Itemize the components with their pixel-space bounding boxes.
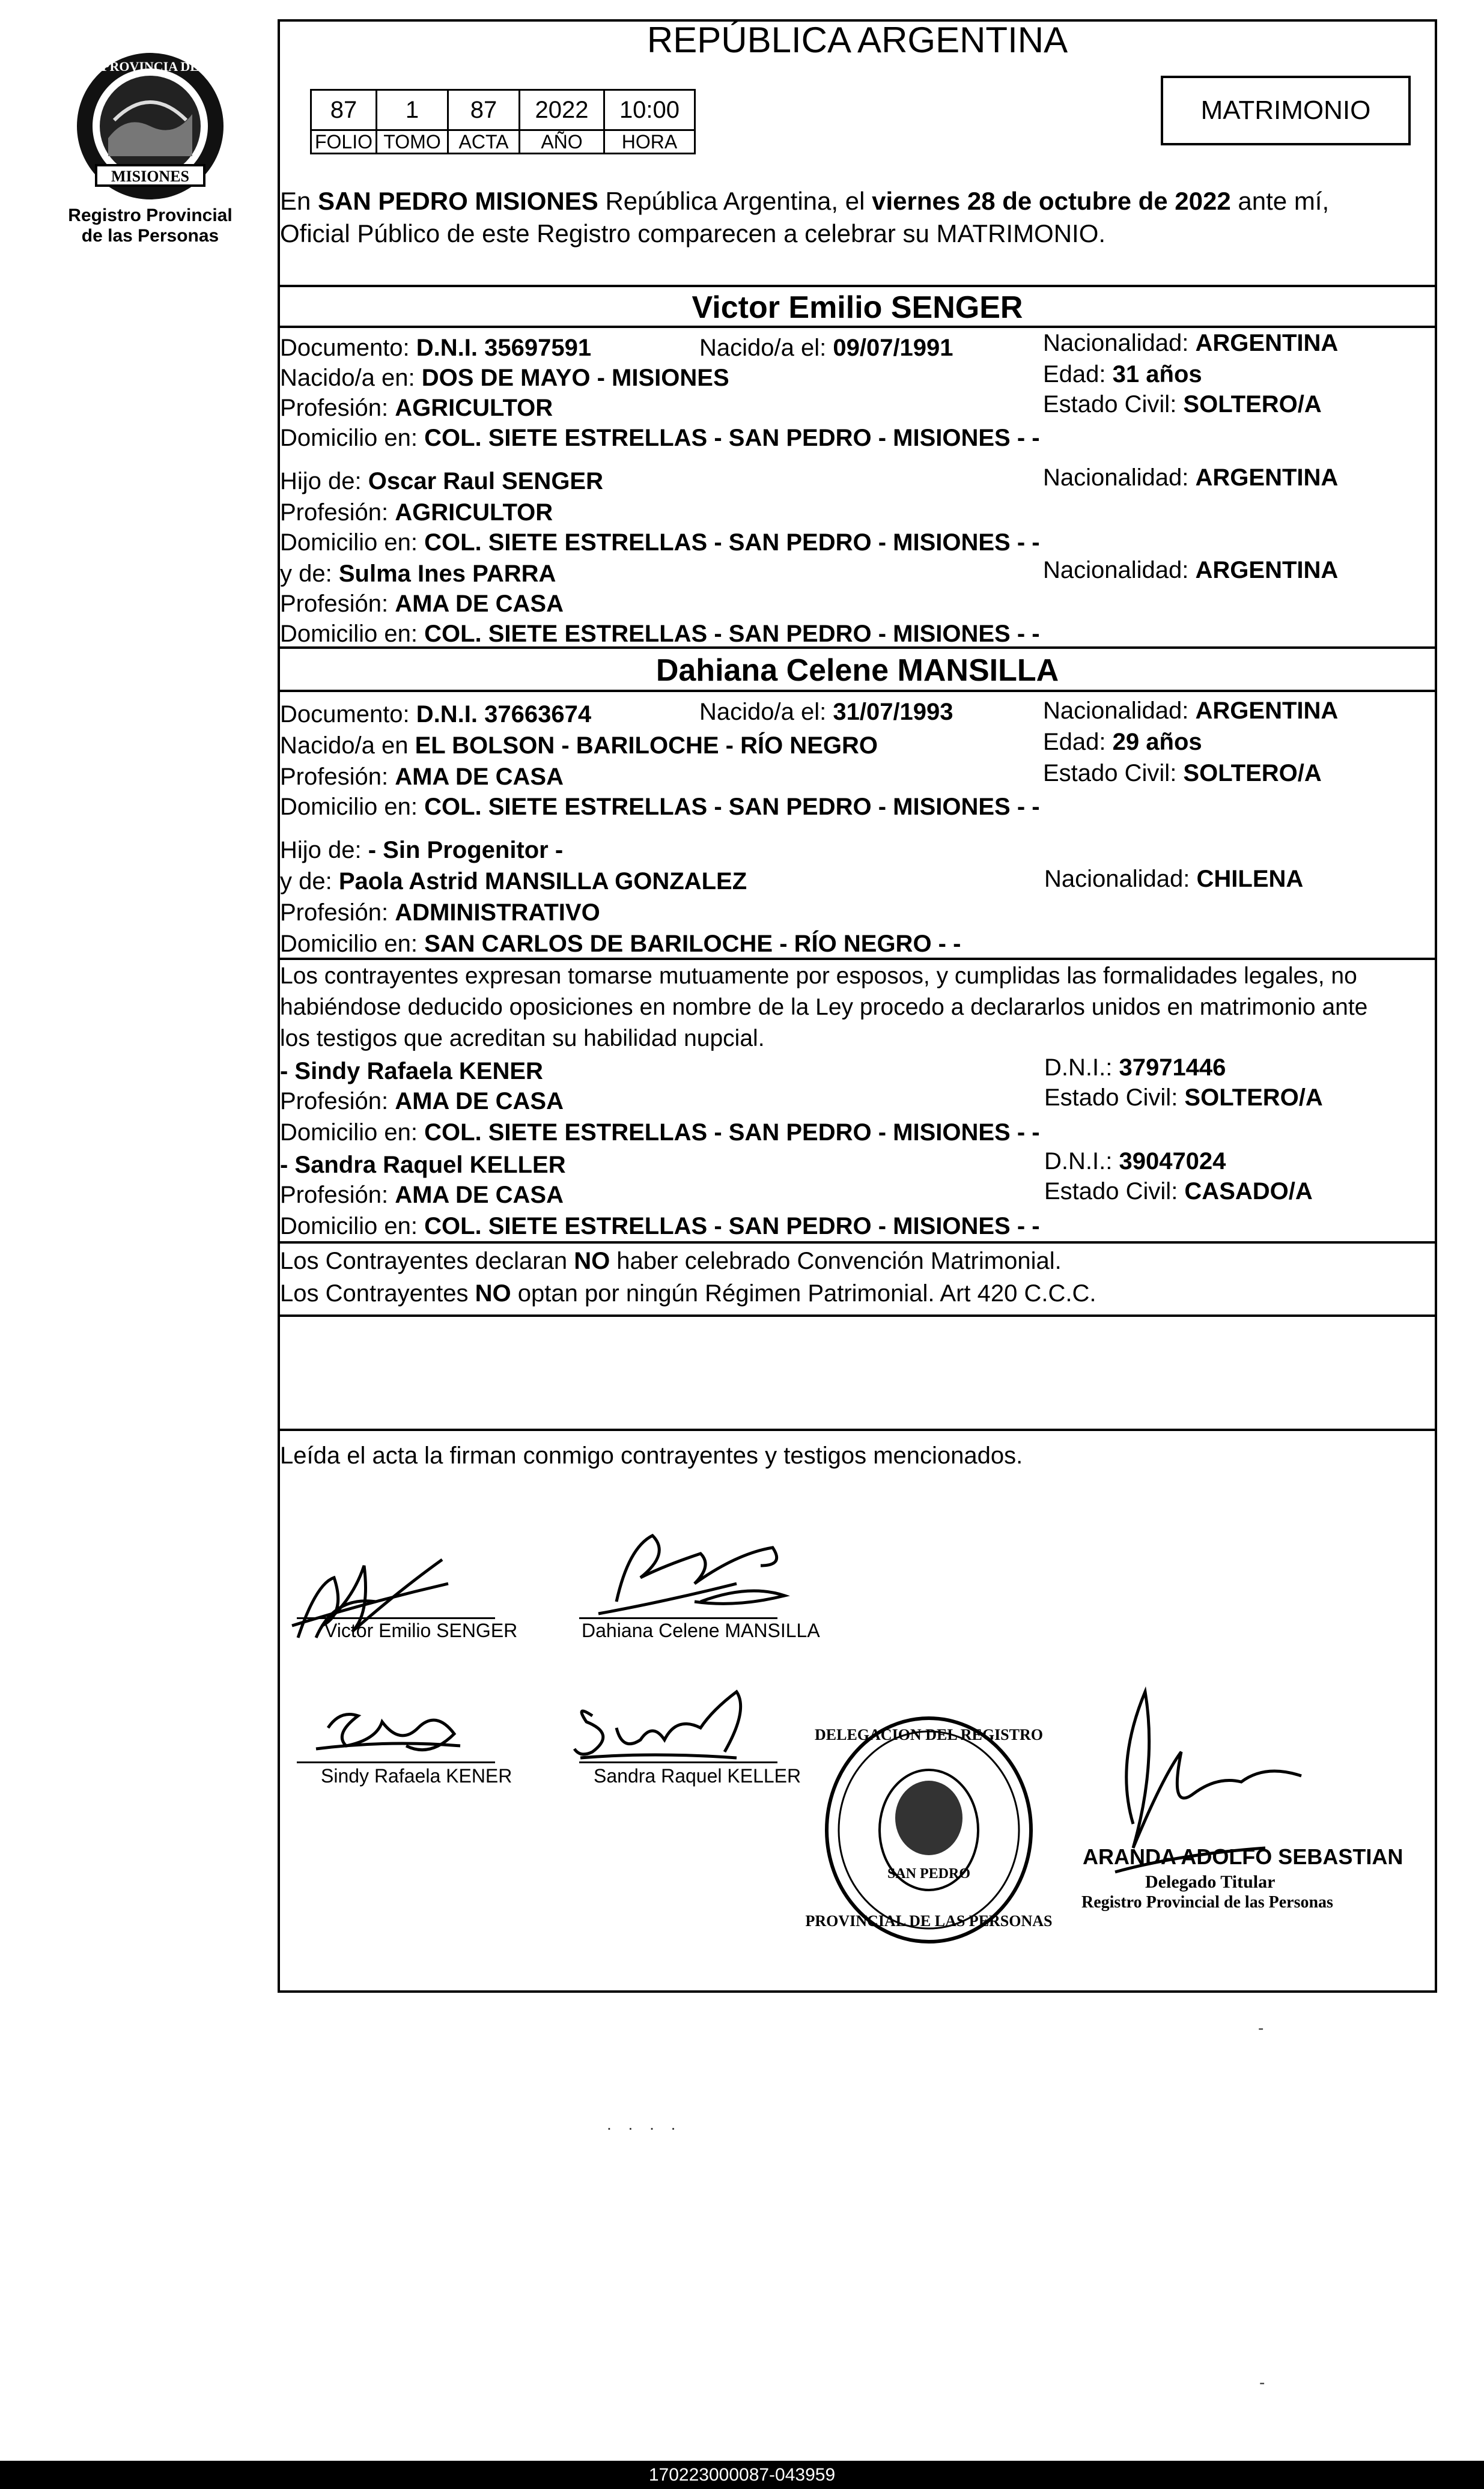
tomo-label: TOMO <box>377 130 448 154</box>
value: ARGENTINA <box>1195 557 1339 583</box>
value: AMA DE CASA <box>395 764 564 790</box>
value: - Sin Progenitor - <box>368 837 564 863</box>
label: Domicilio en: <box>280 794 425 820</box>
value: AGRICULTOR <box>395 395 553 421</box>
label: Estado Civil: <box>1043 760 1184 786</box>
label: y de: <box>280 561 339 587</box>
groom-birthplace <box>280 364 729 392</box>
text: optan por ningún Régimen Patrimonial. Art 420 C.C.C. <box>511 1280 1096 1307</box>
groom-father-profession <box>280 499 553 526</box>
value: COL. SIETE ESTRELLAS - SAN PEDRO - MISIONES - - <box>424 1119 1040 1146</box>
value: 29 años <box>1112 729 1202 755</box>
value: ARGENTINA <box>1195 464 1339 491</box>
bride-name: Dahiana Celene MANSILLA <box>655 653 1059 688</box>
svg-text:PROVINCIAL DE LAS PERSONAS: PROVINCIAL DE LAS PERSONAS <box>805 1912 1053 1930</box>
value: COL. SIETE ESTRELLAS - SAN PEDRO - MISIONES - - <box>424 794 1040 820</box>
witness-2-civil-status <box>1044 1178 1313 1205</box>
acta-value: 87 <box>448 90 520 130</box>
witness-1-profession <box>280 1087 564 1115</box>
folio-value: 87 <box>311 90 377 130</box>
value: 09/07/1991 <box>833 335 953 361</box>
signature-line <box>297 1761 495 1763</box>
label: y de: <box>280 868 339 895</box>
regime-line-2 <box>280 1280 1096 1307</box>
label: Profesión: <box>280 1088 395 1114</box>
label: Profesión: <box>280 499 395 526</box>
label: D.N.I.: <box>1044 1054 1119 1081</box>
document-id-bar: 170223000087-043959 <box>0 2461 1484 2489</box>
groom-mother-nationality <box>1043 556 1338 584</box>
bride-signature-caption: Dahiana Celene MANSILLA <box>582 1620 820 1641</box>
value: CASADO/A <box>1184 1178 1313 1205</box>
intro-place: SAN PEDRO MISIONES <box>318 187 598 215</box>
acta-label: ACTA <box>448 130 520 154</box>
value: COL. SIETE ESTRELLAS - SAN PEDRO - MISIONES - - <box>424 1213 1040 1239</box>
label: Nacionalidad: <box>1043 464 1196 491</box>
label: Hijo de: <box>280 468 368 494</box>
value: ARGENTINA <box>1195 697 1339 724</box>
value: AMA DE CASA <box>395 1088 564 1114</box>
bride-mother <box>280 868 747 895</box>
divider <box>280 1314 1435 1317</box>
label: Nacionalidad: <box>1043 557 1196 583</box>
registry-table <box>310 89 696 154</box>
divider <box>280 285 1435 287</box>
emphasis: NO <box>475 1280 511 1307</box>
officer-organization: Registro Provincial de las Personas <box>1081 1893 1333 1912</box>
svg-text:SAN PEDRO: SAN PEDRO <box>887 1866 971 1882</box>
officer-name: ARANDA ADOLFO SEBASTIAN <box>1083 1844 1403 1869</box>
groom-address <box>280 424 1040 452</box>
bride-address <box>280 793 1040 821</box>
groom-profession <box>280 394 553 422</box>
value: CHILENA <box>1196 866 1304 892</box>
witness-1-name: - Sindy Rafaela KENER <box>280 1058 543 1084</box>
closing-text: Leída el acta la firman conmigo contrayentes y testigos mencionados. <box>280 1442 1023 1469</box>
label: Nacionalidad: <box>1043 330 1196 356</box>
intro-date: viernes 28 de octubre de 2022 <box>872 187 1231 215</box>
svg-text:PROVINCIA DE: PROVINCIA DE <box>102 59 199 74</box>
marriage-certificate <box>278 19 1437 1993</box>
bride-age <box>1043 728 1202 756</box>
groom-birthdate <box>699 334 953 362</box>
regime-line-1 <box>280 1247 1062 1275</box>
label: Hijo de: <box>280 837 368 863</box>
value: AMA DE CASA <box>395 591 564 617</box>
logo-caption-line1: Registro Provincial <box>68 205 233 225</box>
witness-2-profession <box>280 1181 564 1209</box>
value: Oscar Raul SENGER <box>368 468 603 494</box>
declaration-line-1: Los contrayentes expresan tomarse mutuamente por esposos, y cumplidas las formalidades legales, no <box>280 963 1357 989</box>
groom-nationality <box>1043 329 1338 357</box>
value: ADMINISTRATIVO <box>395 899 600 926</box>
folio-label: FOLIO <box>311 130 377 154</box>
value: DOS DE MAYO - MISIONES <box>421 365 729 391</box>
value: 37971446 <box>1119 1054 1226 1081</box>
groom-mother-address <box>280 620 1040 648</box>
witness-2-signature <box>574 1692 741 1758</box>
value: D.N.I. 37663674 <box>416 701 592 728</box>
divider <box>280 326 1435 328</box>
bride-signature <box>598 1536 785 1614</box>
label: Domicilio en: <box>280 1213 425 1239</box>
bride-civil-status <box>1043 759 1322 787</box>
value: SOLTERO/A <box>1183 760 1322 786</box>
label: Nacionalidad: <box>1044 866 1197 892</box>
value: AGRICULTOR <box>395 499 553 526</box>
hora-value: 10:00 <box>604 90 695 130</box>
value: COL. SIETE ESTRELLAS - SAN PEDRO - MISIONES - - <box>424 621 1040 647</box>
official-stamp <box>805 1718 1052 1942</box>
value: D.N.I. 35697591 <box>416 335 592 361</box>
signature-line <box>297 1617 495 1619</box>
value: COL. SIETE ESTRELLAS - SAN PEDRO - MISIONES - - <box>424 529 1040 556</box>
label: Nacido/a el: <box>699 699 833 725</box>
value: Sulma Ines PARRA <box>338 561 556 587</box>
label: Estado Civil: <box>1044 1084 1185 1111</box>
ano-value: 2022 <box>520 90 604 130</box>
province-emblem <box>72 48 228 207</box>
intro-line-2: Oficial Público de este Registro comparecen a celebrar su MATRIMONIO. <box>280 219 1106 248</box>
value: ARGENTINA <box>1195 330 1339 356</box>
act-type-box: MATRIMONIO <box>1161 76 1411 145</box>
bride-document <box>280 701 591 728</box>
declaration-line-3: los testigos que acreditan su habilidad nupcial. <box>280 1026 765 1051</box>
divider <box>280 1241 1435 1244</box>
groom-age <box>1043 360 1202 388</box>
witness-1-signature <box>316 1715 460 1750</box>
groom-signature-caption: Victor Emilio SENGER <box>324 1620 518 1641</box>
svg-text:MISIONES: MISIONES <box>111 168 190 185</box>
declaration-line-2: habiéndose deducido oposiciones en nombre de la Ley procedo a declararlos unidos en matrimonio ante <box>280 994 1368 1020</box>
witness-2-dni <box>1044 1147 1226 1175</box>
groom-name: Victor Emilio SENGER <box>692 290 1023 325</box>
value: EL BOLSON - BARILOCHE - RÍO NEGRO <box>415 732 878 759</box>
label: Nacido/a en: <box>280 365 422 391</box>
divider <box>280 690 1435 692</box>
value: SOLTERO/A <box>1183 391 1322 418</box>
groom-father <box>280 467 603 495</box>
bride-mother-nationality <box>1044 865 1303 893</box>
value: SAN CARLOS DE BARILOCHE - RÍO NEGRO - - <box>424 931 961 957</box>
groom-father-nationality <box>1043 464 1338 491</box>
document-title: REPÚBLICA ARGENTINA <box>646 20 1068 60</box>
label: Profesión: <box>280 395 395 421</box>
witness-2-signature-caption: Sandra Raquel KELLER <box>594 1765 801 1787</box>
value: AMA DE CASA <box>395 1182 564 1208</box>
intro-line-1 <box>280 187 1329 215</box>
value: COL. SIETE ESTRELLAS - SAN PEDRO - MISIONES - - <box>424 425 1040 451</box>
witness-1-address <box>280 1119 1040 1146</box>
label: Documento: <box>280 701 416 728</box>
tomo-value: 1 <box>377 90 448 130</box>
label: Domicilio en: <box>280 931 425 957</box>
label: Domicilio en: <box>280 425 425 451</box>
label: Edad: <box>1043 361 1113 387</box>
scan-mark: . . . . <box>607 2115 682 2133</box>
label: Profesión: <box>280 591 395 617</box>
label: Nacido/a el: <box>699 335 833 361</box>
groom-father-address <box>280 529 1040 556</box>
emphasis: NO <box>574 1248 610 1274</box>
label: Domicilio en: <box>280 1119 425 1146</box>
value: 31 años <box>1112 361 1202 387</box>
label: Profesión: <box>280 1182 395 1208</box>
label: Estado Civil: <box>1044 1178 1185 1205</box>
groom-mother <box>280 560 556 588</box>
witness-2-name: - Sandra Raquel KELLER <box>280 1152 566 1178</box>
scan-mark: - <box>1258 2019 1264 2037</box>
logo-caption-line2: de las Personas <box>81 226 219 246</box>
bride-mother-profession <box>280 899 600 926</box>
label: Profesión: <box>280 764 395 790</box>
label: Edad: <box>1043 729 1113 755</box>
witness-2-address <box>280 1212 1040 1240</box>
hora-label: HORA <box>604 130 695 154</box>
witness-1-dni <box>1044 1054 1226 1081</box>
scan-mark: - <box>1259 2373 1265 2392</box>
groom-civil-status <box>1043 391 1322 418</box>
officer-role: Delegado Titular <box>1145 1872 1276 1892</box>
text: Los Contrayentes <box>280 1280 475 1307</box>
value: Paola Astrid MANSILLA GONZALEZ <box>338 868 747 895</box>
label: Estado Civil: <box>1043 391 1184 418</box>
text: Los Contrayentes declaran <box>280 1248 574 1274</box>
value: SOLTERO/A <box>1184 1084 1323 1111</box>
label: Documento: <box>280 335 416 361</box>
witness-1-signature-caption: Sindy Rafaela KENER <box>321 1765 512 1787</box>
bride-birthdate <box>699 698 953 726</box>
bride-birthplace <box>280 732 878 759</box>
bride-profession <box>280 763 564 791</box>
label: Nacionalidad: <box>1043 697 1196 724</box>
bride-mother-address <box>280 930 961 958</box>
signature-line <box>579 1617 777 1619</box>
witness-1-civil-status <box>1044 1084 1323 1111</box>
divider <box>280 1429 1435 1431</box>
bride-father <box>280 836 563 864</box>
label: Profesión: <box>280 899 395 926</box>
label: Domicilio en: <box>280 621 425 647</box>
ano-label: AÑO <box>520 130 604 154</box>
label: Domicilio en: <box>280 529 425 556</box>
text: haber celebrado Convención Matrimonial. <box>610 1248 1062 1274</box>
bride-nationality <box>1043 697 1338 725</box>
intro-suffix: ante mí, <box>1230 187 1330 215</box>
signature-line <box>579 1761 777 1763</box>
logo-caption <box>36 205 264 246</box>
label: D.N.I.: <box>1044 1148 1119 1175</box>
groom-mother-profession <box>280 590 564 618</box>
intro-mid: República Argentina, el <box>598 187 872 215</box>
divider <box>280 958 1435 960</box>
divider <box>280 646 1435 649</box>
intro-prefix: En <box>280 187 318 215</box>
value: 39047024 <box>1119 1148 1226 1175</box>
value: 31/07/1993 <box>833 699 953 725</box>
groom-document <box>280 334 591 362</box>
label: Nacido/a en <box>280 732 415 759</box>
svg-text:DELEGACION DEL REGISTRO: DELEGACION DEL REGISTRO <box>815 1726 1043 1743</box>
